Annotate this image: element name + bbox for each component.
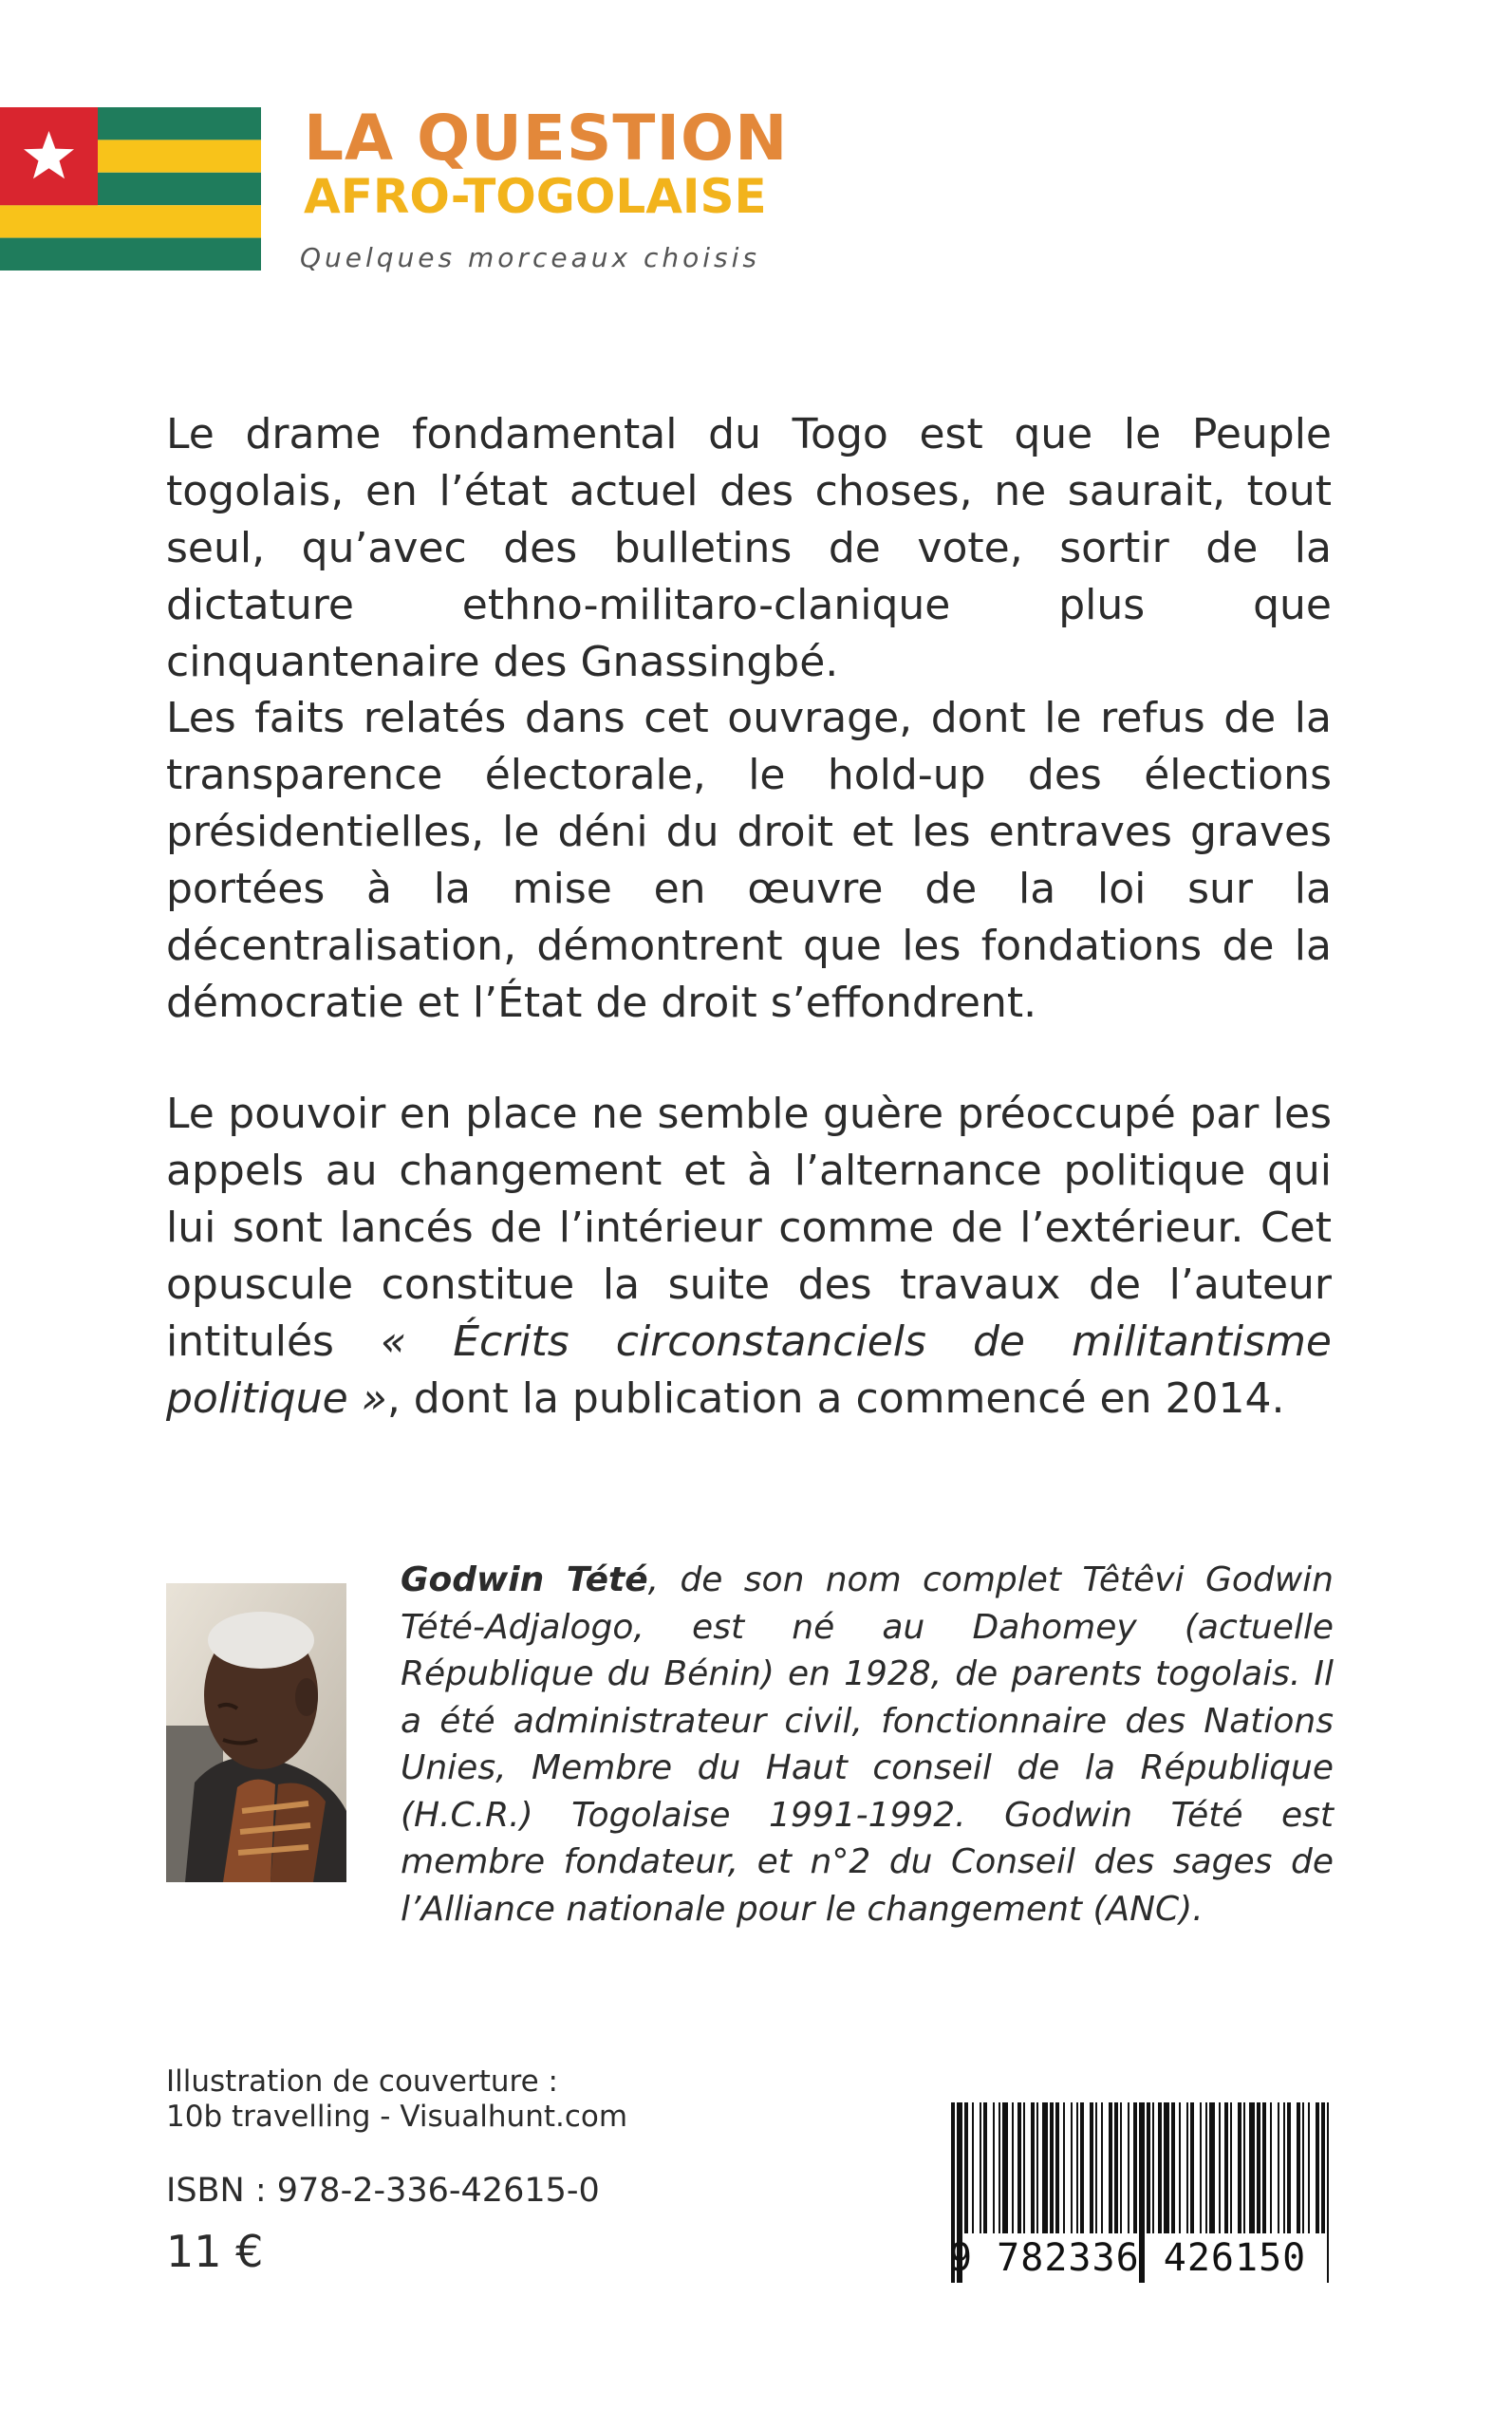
barcode-bar (1230, 2102, 1232, 2233)
barcode-bar (1190, 2102, 1194, 2233)
cover-credit (166, 2064, 627, 2135)
barcode-bar (1200, 2102, 1202, 2233)
paragraph-3-text: Le pouvoir en place ne semble guère préoccupé par les appels au changement et à l’alternance politique qui lui sont lancés de l’intérieur comme de l’extérieur. Cet opuscule constitue la suite des travaux de l’auteur intitulés (166, 1090, 1332, 1366)
barcode-bar (1050, 2102, 1054, 2233)
barcode-bar (1283, 2102, 1285, 2233)
price: 11 € (166, 2226, 264, 2277)
author-photo (166, 1583, 346, 1882)
barcode-bar (1036, 2102, 1038, 2233)
author-bio-text: , de son nom complet Têtêvi Godwin Tété-Adjalogo, est né au Dahomey (actuelle République du Bénin) en 1928, de parents togolais. Il a été administrateur civil, fonctionnaire des Nations Unies, Membre du Haut conseil de la République (H.C.R.) Togolaise 1991-1992. Godwin Tété est membre fondateur, et n°2 du Conseil des sages de l’Alliance nationale pour le changement (ANC). (401, 1560, 1334, 1929)
barcode-bar (1224, 2102, 1228, 2233)
barcode-bar (1152, 2102, 1154, 2233)
paragraph-3 (166, 1086, 1332, 1428)
author-bio (401, 1557, 1334, 1933)
credit-source: 10b travelling - Visualhunt.com (166, 2100, 628, 2134)
barcode-bar (1209, 2102, 1215, 2233)
barcode-bar (999, 2102, 1000, 2233)
barcode-bar (1186, 2102, 1188, 2233)
barcode-bar (1017, 2102, 1021, 2233)
barcode-bar (1316, 2102, 1319, 2233)
isbn: ISBN : 978-2-336-42615-0 (166, 2172, 600, 2210)
barcode-bar (1114, 2102, 1118, 2233)
barcode-digits: 9 782336 426150 (949, 2236, 1307, 2280)
barcode-bar (980, 2102, 981, 2233)
barcode-bar (1270, 2102, 1272, 2233)
book-title: LA QUESTION (304, 102, 789, 175)
paragraph-3-end: , dont la publication a commencé en 2014. (386, 1374, 1285, 1423)
barcode-bar (1042, 2102, 1048, 2233)
barcode-bar (1095, 2102, 1097, 2233)
barcode-bar (983, 2102, 987, 2233)
barcode-bar (1171, 2102, 1175, 2233)
barcode-bar (1063, 2102, 1065, 2233)
barcode-bar (1243, 2102, 1245, 2233)
barcode-bar (1002, 2102, 1008, 2233)
paragraph-1: Le drame fondamental du Togo est que le Peuple togolais, en l’état actuel des choses, ne saurait, tout seul, qu’avec des bulletins de vote, sortir de la dictature ethno-militaro-clanique plus que cinquantenaire des Gnassingbé. (166, 410, 1332, 686)
barcode-bar (1133, 2102, 1137, 2233)
barcode-bar (1147, 2102, 1150, 2233)
book-subtitle: Quelques morceaux choisis (300, 242, 760, 273)
paragraph-2: Les faits relatés dans cet ouvrage, dont le refus de la transparence électorale, le hold-up des élections présidentielles, le déni du droit et les entraves graves portées à la mise en œuvre de la loi sur la décentralisation, démontrent que les fondations de la démocratie et l’État de droit s’effondrent. (166, 694, 1332, 1027)
barcode-bar (964, 2102, 968, 2233)
barcode-bar (1023, 2102, 1025, 2233)
barcode-bar (1101, 2102, 1103, 2233)
barcode-bar (1219, 2102, 1221, 2233)
barcode-bar (1012, 2102, 1014, 2233)
book-title-line2: AFRO-TOGOLAISE (304, 169, 767, 224)
barcode-bar (1287, 2102, 1291, 2233)
barcode-bar (1120, 2102, 1122, 2233)
barcode-bar (993, 2102, 995, 2233)
barcode-bar (1308, 2102, 1310, 2233)
book-series-title: « Écrits circonstanciels de militantisme politique » (166, 1317, 1333, 1423)
barcode-bar (1179, 2102, 1181, 2233)
barcode-bar (1109, 2102, 1112, 2233)
barcode-bar (972, 2102, 974, 2233)
barcode-bar (1128, 2102, 1129, 2233)
barcode-bar (1249, 2102, 1255, 2233)
barcode-bar (1321, 2102, 1325, 2233)
barcode-bar (1238, 2102, 1241, 2233)
barcode-bar (1302, 2102, 1304, 2233)
barcode-bar (1158, 2102, 1162, 2233)
barcode-bar (1090, 2102, 1093, 2233)
credit-label: Illustration de couverture : (166, 2064, 558, 2099)
barcode-bar (1031, 2102, 1035, 2233)
togo-flag (0, 107, 261, 271)
barcode-bar (1164, 2102, 1169, 2233)
barcode-bar (1055, 2102, 1059, 2233)
barcode-bar (1071, 2102, 1073, 2233)
barcode-bar (1076, 2102, 1078, 2233)
barcode-bar (1257, 2102, 1260, 2233)
barcode-bar (1205, 2102, 1207, 2233)
barcode-bar (1080, 2102, 1084, 2233)
barcode-bar (1262, 2102, 1266, 2233)
barcode-bar (1297, 2102, 1300, 2233)
barcode-bar (1278, 2102, 1279, 2233)
author-name: Godwin Tété (401, 1560, 648, 1599)
